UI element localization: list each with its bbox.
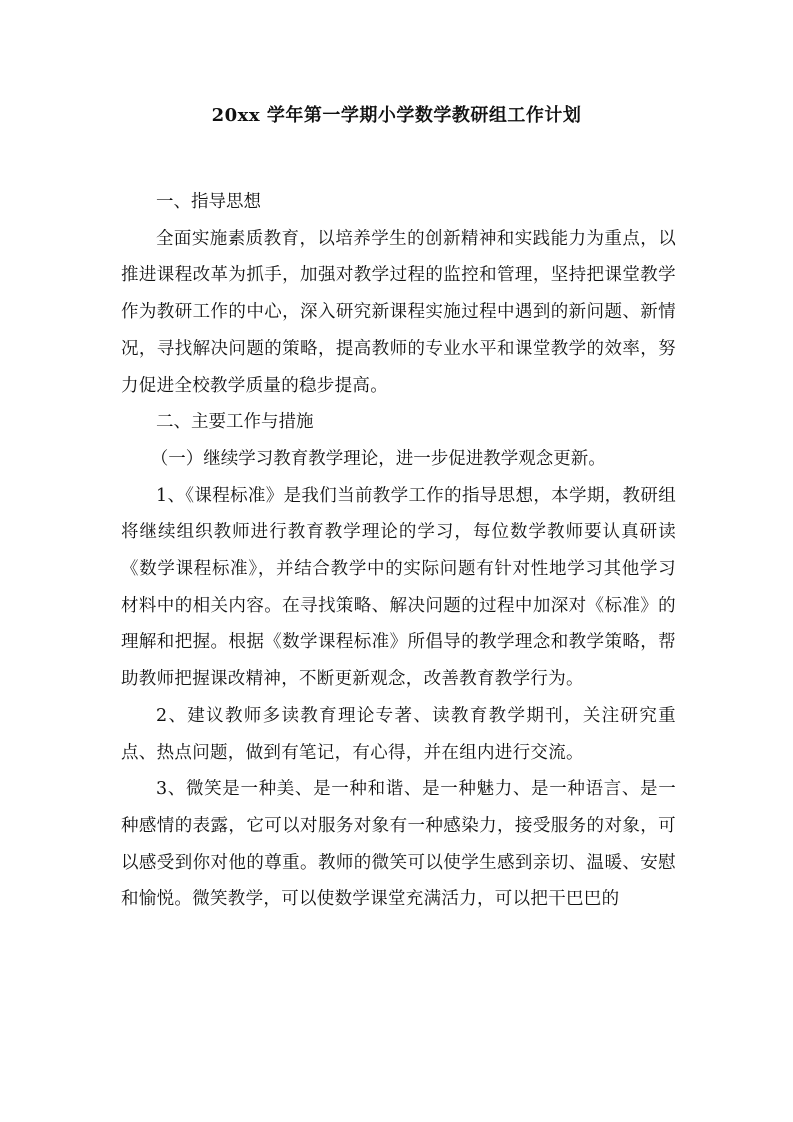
paragraph-item-3: 3、微笑是一种美、是一种和谐、是一种魅力、是一种语言、是一种感情的表露，它可以对服务对象有一种感染力，接受服务的对象，可以感受到你对他的尊重。教师的微笑可以使学生感到亲切、温暖、安慰和愉悦。微笑教学，可以使数学课堂充满活力，可以把干巴巴的 bbox=[121, 779, 676, 910]
paragraph-item-2: 2、建议教师多读教育理论专著、读教育教学期刊，关注研究重点、热点问题，做到有笔记，有心得，并在组内进行交流。 bbox=[121, 705, 676, 763]
subsection-heading-theory-study: （一）继续学习教育教学理论，进一步促进教学观念更新。 bbox=[150, 448, 606, 469]
document-body bbox=[121, 184, 676, 918]
section-heading-main-work: 二、主要工作与措施 bbox=[156, 412, 314, 433]
section-heading-guiding-ideology: 一、指导思想 bbox=[156, 192, 261, 212]
paragraph-item-1: 1、《课程标准》是我们当前教学工作的指导思想，本学期，教研组将继续组织教师进行教育教学理论的学习，每位数学教师要认真研读《数学课程标准》，并结合教学中的实际问题有针对性地学习其他学习材料中的相关内容。在寻找策略、解决问题的过程中加深对《标准》的理解和把握。根据《数学课程标准》所倡导的教学理念和教学策略，帮助教师把握课改精神，不断更新观念，改善教育教学行为。 bbox=[121, 485, 676, 690]
document-title: 20xx 学年第一学期小学数学教研组工作计划 bbox=[211, 105, 582, 126]
paragraph-guiding-ideology: 全面实施素质教育，以培养学生的创新精神和实践能力为重点，以推进课程改革为抓手，加强对教学过程的监控和管理，坚持把课堂教学作为教研工作的中心，深入研究新课程实施过程中遇到的新问题、新情况，寻找解决问题的策略，提高教师的专业水平和课堂教学的效率，努力促进全校教学质量的稳步提高。 bbox=[121, 228, 676, 396]
